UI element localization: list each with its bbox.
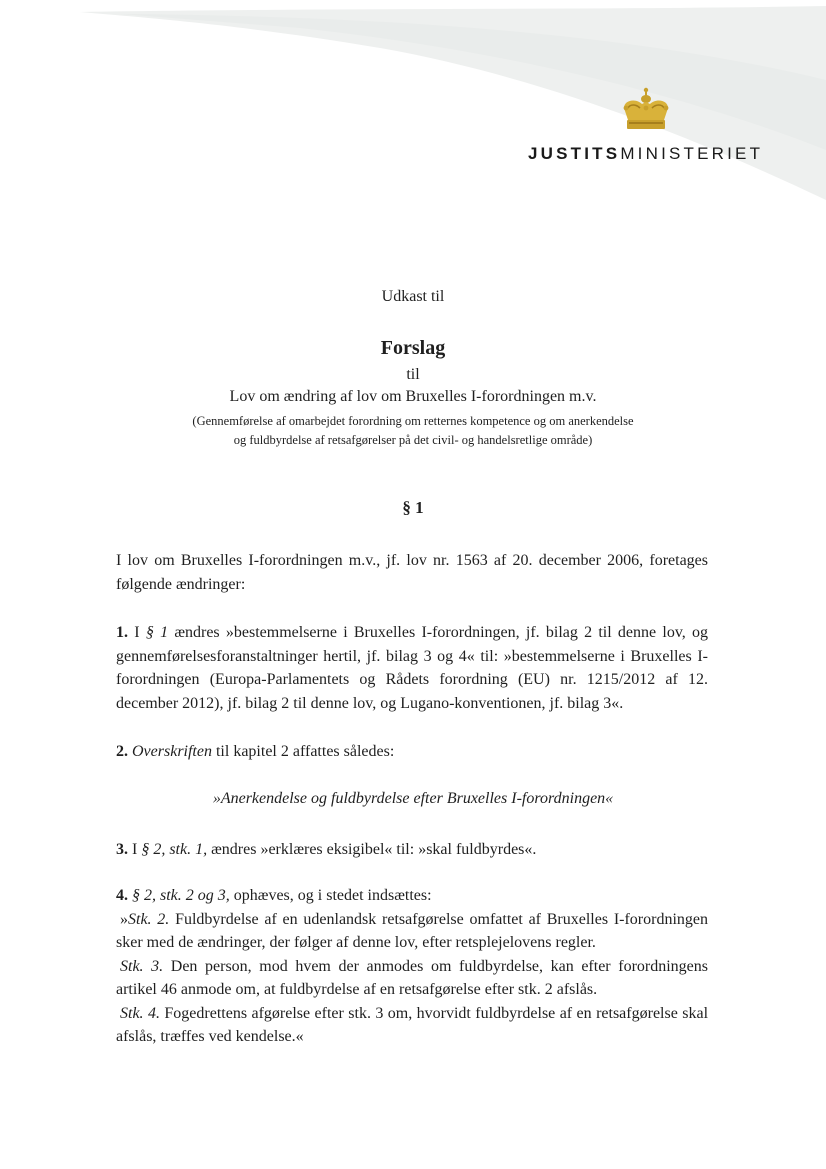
item-text: ændres »erklæres eksigibel« til: »skal fuldbyrdes«.: [207, 841, 537, 858]
subtitle-line-2: og fuldbyrdelse af retsafgørelser på det civil- og handelsretlige område): [233, 433, 593, 447]
stk-label: Stk. 4.: [120, 1004, 160, 1022]
title-connector: til: [406, 366, 420, 383]
inserted-stk-2: [116, 908, 708, 955]
stk-text: Den person, mod hvem der anmodes om fuldbyrdelse, kan efter forordningens artikel 46 anmode om, at fuldbyrdelse af en retsafgørelse efter stk. 2 afslås.: [116, 957, 708, 998]
amendment-item-1: [116, 621, 708, 715]
stk-label: Stk. 3.: [120, 957, 164, 975]
stk-text: Fuldbyrdelse af en udenlandsk retsafgørelse omfattet af Bruxelles I-forordningen sker med de ændringer, der følger af denne lov, efter retsplejelovens regler.: [116, 910, 709, 951]
item-text: ophæves, og i stedet indsættes:: [229, 887, 432, 904]
item-number: 2.: [116, 743, 128, 760]
wordmark-bold: JUSTITS: [528, 144, 621, 163]
item-number: 3.: [116, 841, 128, 858]
ministry-logo: [520, 86, 780, 166]
item-number: 1.: [116, 624, 128, 641]
section-heading: § 1: [402, 498, 424, 517]
item-reference: § 2, stk. 1,: [141, 841, 208, 858]
draft-label: Udkast til: [381, 288, 445, 305]
quote-mark: »: [120, 910, 128, 928]
amendment-item-3: [116, 838, 708, 862]
stk-text: Fogedrettens afgørelse efter stk. 3 om, hvorvidt fuldbyrdelse af en retsafgørelse skal afslås, træffes ved kendelse.«: [116, 1004, 709, 1045]
item-prefix: I: [132, 841, 142, 858]
wordmark-light: MINISTERIET: [620, 144, 764, 163]
stk-label: Stk. 2.: [128, 910, 170, 928]
amendment-item-2: [116, 740, 708, 764]
intro-paragraph: I lov om Bruxelles I-forordningen m.v., jf. lov nr. 1563 af 20. december 2006, foretages følgende ændringer:: [116, 552, 708, 593]
document-title: Forslag: [380, 337, 446, 359]
item-number: 4.: [116, 887, 128, 904]
inserted-stk-3: [116, 955, 708, 1002]
item-reference: Overskriften: [132, 743, 212, 760]
crown-icon: [618, 86, 674, 134]
item-prefix: I: [134, 624, 146, 641]
inserted-stk-4: [116, 1002, 708, 1049]
item-reference: § 1: [145, 624, 169, 641]
subtitle-line-1: (Gennemførelse af omarbejdet forordning om retternes kompetence og om anerkendelse: [192, 414, 634, 428]
ministry-wordmark: [528, 144, 763, 164]
item-text: ændres »bestemmelserne i Bruxelles I-forordningen, jf. bilag 2 til denne lov, og gennemførelsesforanstaltninger hertil, jf. bilag 3 og 4« til: »bestemmelserne i Bruxelles I-forordningen (Europa-Parlamentets og Rådets forordning (EU) nr. 1215/2012 af 12. december 2012), jf. bilag 2 til denne lov, og Lugano-konventionen, jf. bilag 3«.: [116, 624, 709, 712]
amendment-item-4: [116, 884, 708, 1049]
chapter-heading-quote: »Anerkendelse og fuldbyrdelse efter Bruxelles I-forordningen«: [212, 790, 614, 807]
item-text: til kapitel 2 affattes således:: [211, 743, 395, 760]
item-reference: § 2, stk. 2 og 3,: [132, 887, 230, 904]
law-title: Lov om ændring af lov om Bruxelles I-forordningen m.v.: [229, 388, 597, 405]
